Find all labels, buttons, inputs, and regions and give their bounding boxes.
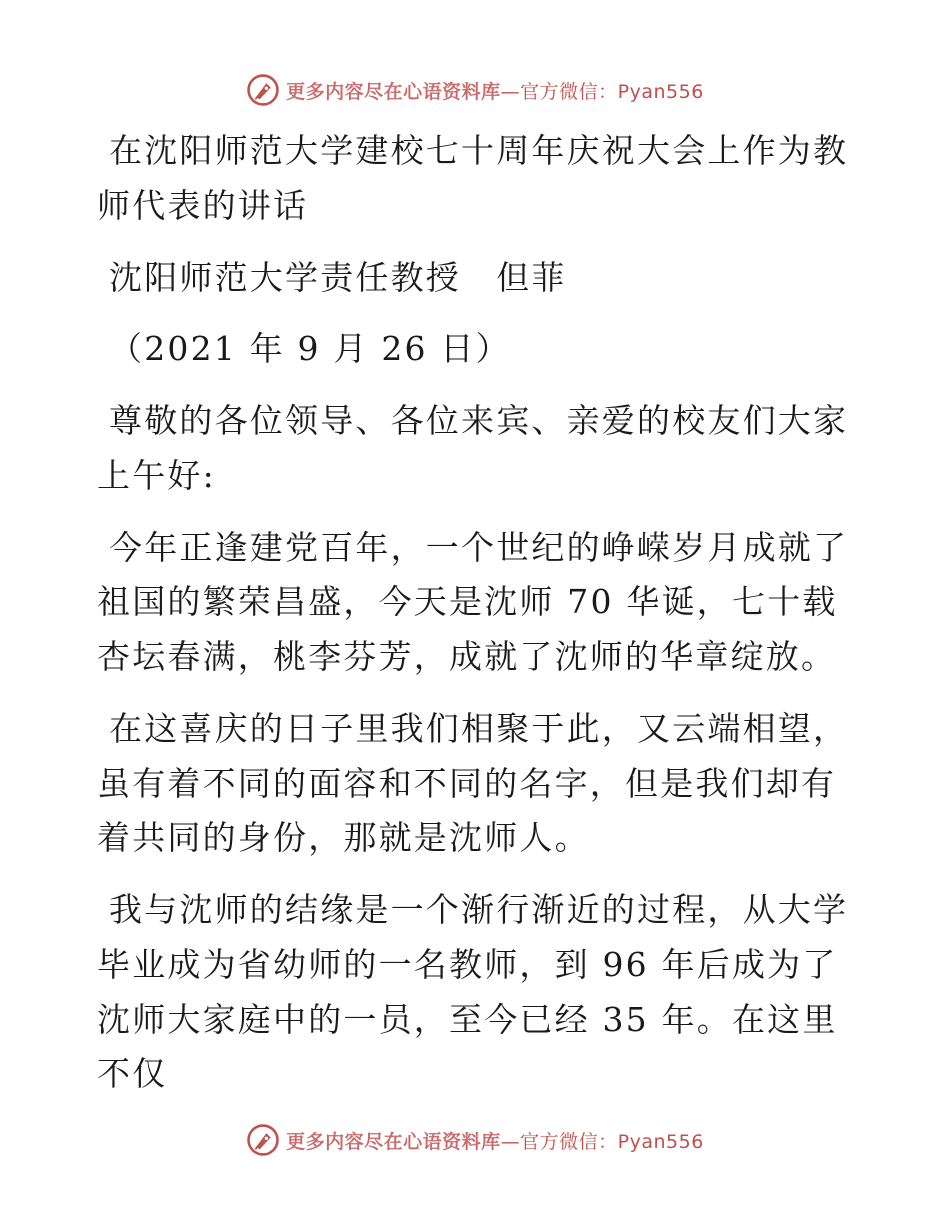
- paragraph-2: 在这喜庆的日子里我们相聚于此，又云端相望，虽有着不同的面容和不同的名字，但是我们却有着共同的身份，那就是沈师人。: [97, 708, 849, 858]
- document-title: 在沈阳师范大学建校七十周年庆祝大会上作为教师代表的讲话: [97, 131, 849, 225]
- document-body: [97, 124, 857, 1119]
- watermark-main-text: 更多内容尽在心语资料库: [286, 1130, 501, 1153]
- footer-watermark: [0, 1120, 950, 1160]
- watermark-main-text: 更多内容尽在心语资料库: [286, 80, 501, 103]
- paragraph-1: 今年正逢建党百年，一个世纪的峥嵘岁月成就了祖国的繁荣昌盛，今天是沈师 70 华诞，七十载杏坛春满，桃李芬芳，成就了沈师的华章绽放。: [97, 527, 849, 677]
- document-date: （2021 年 9 月 26 日）: [109, 329, 511, 369]
- watermark-contact-text: —官方微信：Pyan556: [500, 1130, 704, 1153]
- pen-nib-seal-icon: [246, 73, 280, 107]
- paragraph-3: 我与沈师的结缘是一个渐行渐近的过程，从大学毕业成为省幼师的一名教师，到 96 年后成为了沈师大家庭中的一员，至今已经 35 年。在这里不仅: [97, 890, 849, 1094]
- pen-nib-seal-icon: [246, 1123, 280, 1157]
- header-watermark: [0, 70, 950, 110]
- watermark-text: [286, 77, 704, 104]
- watermark-contact-text: —官方微信：Pyan556: [500, 80, 704, 103]
- document-author: 沈阳师范大学责任教授 但菲: [109, 257, 567, 297]
- watermark-text: [286, 1127, 704, 1154]
- paragraph-greeting: 尊敬的各位领导、各位来宾、亲爱的校友们大家上午好:: [97, 401, 849, 495]
